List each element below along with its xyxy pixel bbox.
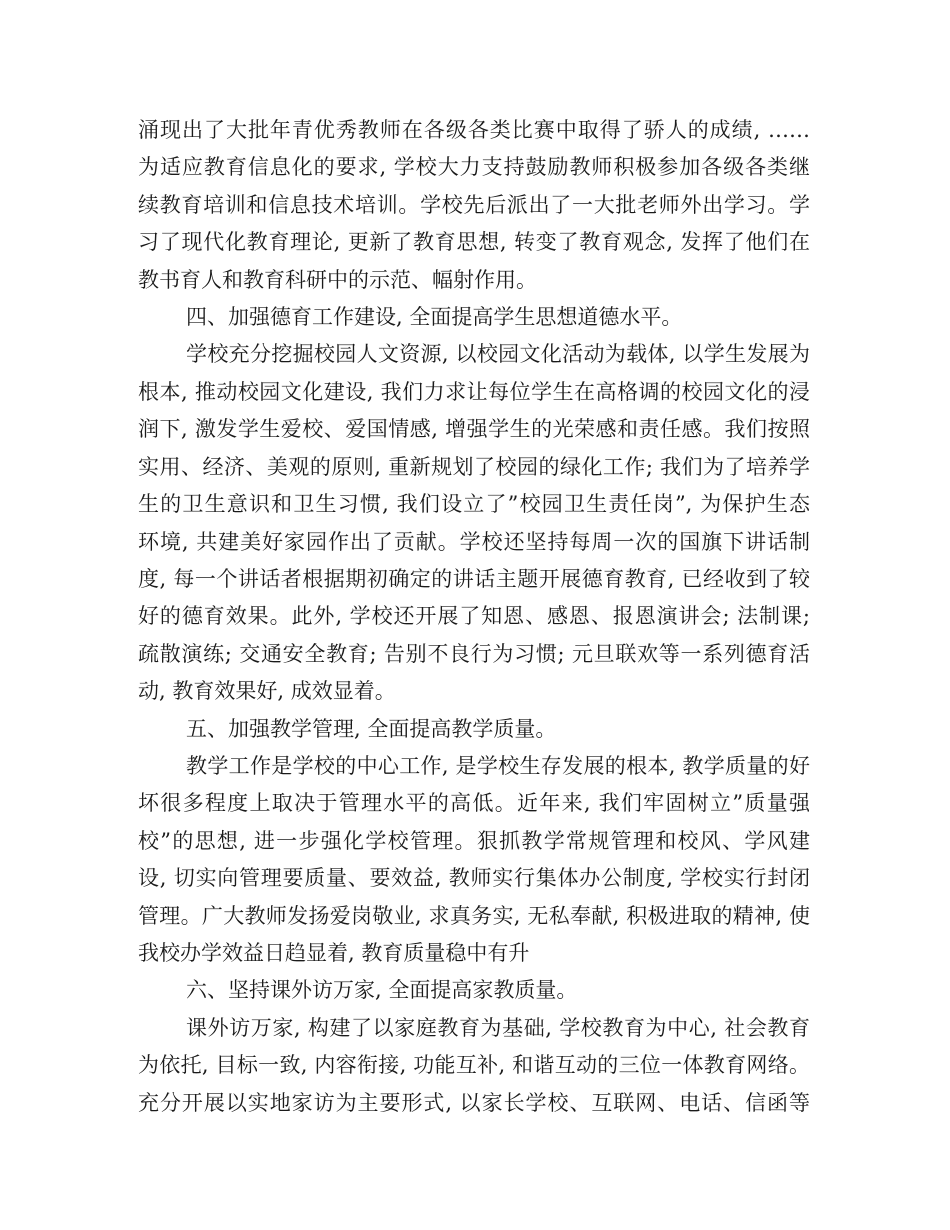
text-line: 生的卫生意识和卫生习惯, 我们设立了”校园卫生责任岗”, 为保护生态 [138,492,810,516]
text-line: 校”的思想, 进一步强化学校管理。狠抓教学常规管理和校风、学风建 [138,829,810,853]
text-line: 坏很多程度上取决于管理水平的高低。近年来, 我们牢固树立”质量强 [138,791,810,815]
text-line: 润下, 激发学生爱校、爱国情感, 增强学生的光荣感和责任感。我们按照 [138,417,810,441]
text-line: 度, 每一个讲话者根据期初确定的讲话主题开展德育教育, 已经收到了较 [138,567,810,591]
text-line: 我校办学效益日趋显着, 教育质量稳中有升 [138,941,530,965]
text-line: 学校充分挖掘校园人文资源, 以校园文化活动为载体, 以学生发展为 [186,342,810,366]
text-line: 充分开展以实地家访为主要形式, 以家长学校、互联网、电话、信函等 [138,1091,810,1115]
section-heading-5: 五、加强教学管理, 全面提高教学质量。 [186,717,557,741]
section-heading-4: 四、加强德育工作建设, 全面提高学生思想道德水平。 [186,305,683,329]
text-line: 习了现代化教育理论, 更新了教育思想, 转变了教育观念, 发挥了他们在 [138,230,810,254]
text-line: 课外访万家, 构建了以家庭教育为基础, 学校教育为中心, 社会教育 [186,1016,810,1040]
text-line: 疏散演练; 交通安全教育; 告别不良行为习惯; 元旦联欢等一系列德育活 [138,642,810,666]
text-line: 管理。广大教师发扬爱岗敬业, 求真务实, 无私奉献, 积极进取的精神, 使 [138,904,810,928]
text-line: 设, 切实向管理要质量、要效益, 教师实行集体办公制度, 学校实行封闭 [138,866,810,890]
text-line: 教学工作是学校的中心工作, 是学校生存发展的根本, 教学质量的好 [186,754,810,778]
text-line: 涌现出了大批年青优秀教师在各级各类比赛中取得了骄人的成绩, …… [138,118,810,142]
text-line: 实用、经济、美观的原则, 重新规划了校园的绿化工作; 我们为了培养学 [138,455,810,479]
text-line: 环境, 共建美好家园作出了贡献。学校还坚持每周一次的国旗下讲话制 [138,530,810,554]
text-line: 为适应教育信息化的要求, 学校大力支持鼓励教师积极参加各级各类继 [138,155,810,179]
text-line: 根本, 推动校园文化建设, 我们力求让每位学生在高格调的校园文化的浸 [138,380,810,404]
text-line: 教书育人和教育科研中的示范、幅射作用。 [138,268,537,292]
text-line: 为依托, 目标一致, 内容衔接, 功能互补, 和谐互动的三位一体教育网络。 [138,1053,810,1077]
text-line: 续教育培训和信息技术培训。学校先后派出了一大批老师外出学习。学 [138,193,810,217]
text-line: 动, 教育效果好, 成效显着。 [138,679,396,703]
section-heading-6: 六、坚持课外访万家, 全面提高家教质量。 [186,978,578,1002]
text-line: 好的德育效果。此外, 学校还开展了知恩、感恩、报恩演讲会; 法制课; [138,604,810,628]
